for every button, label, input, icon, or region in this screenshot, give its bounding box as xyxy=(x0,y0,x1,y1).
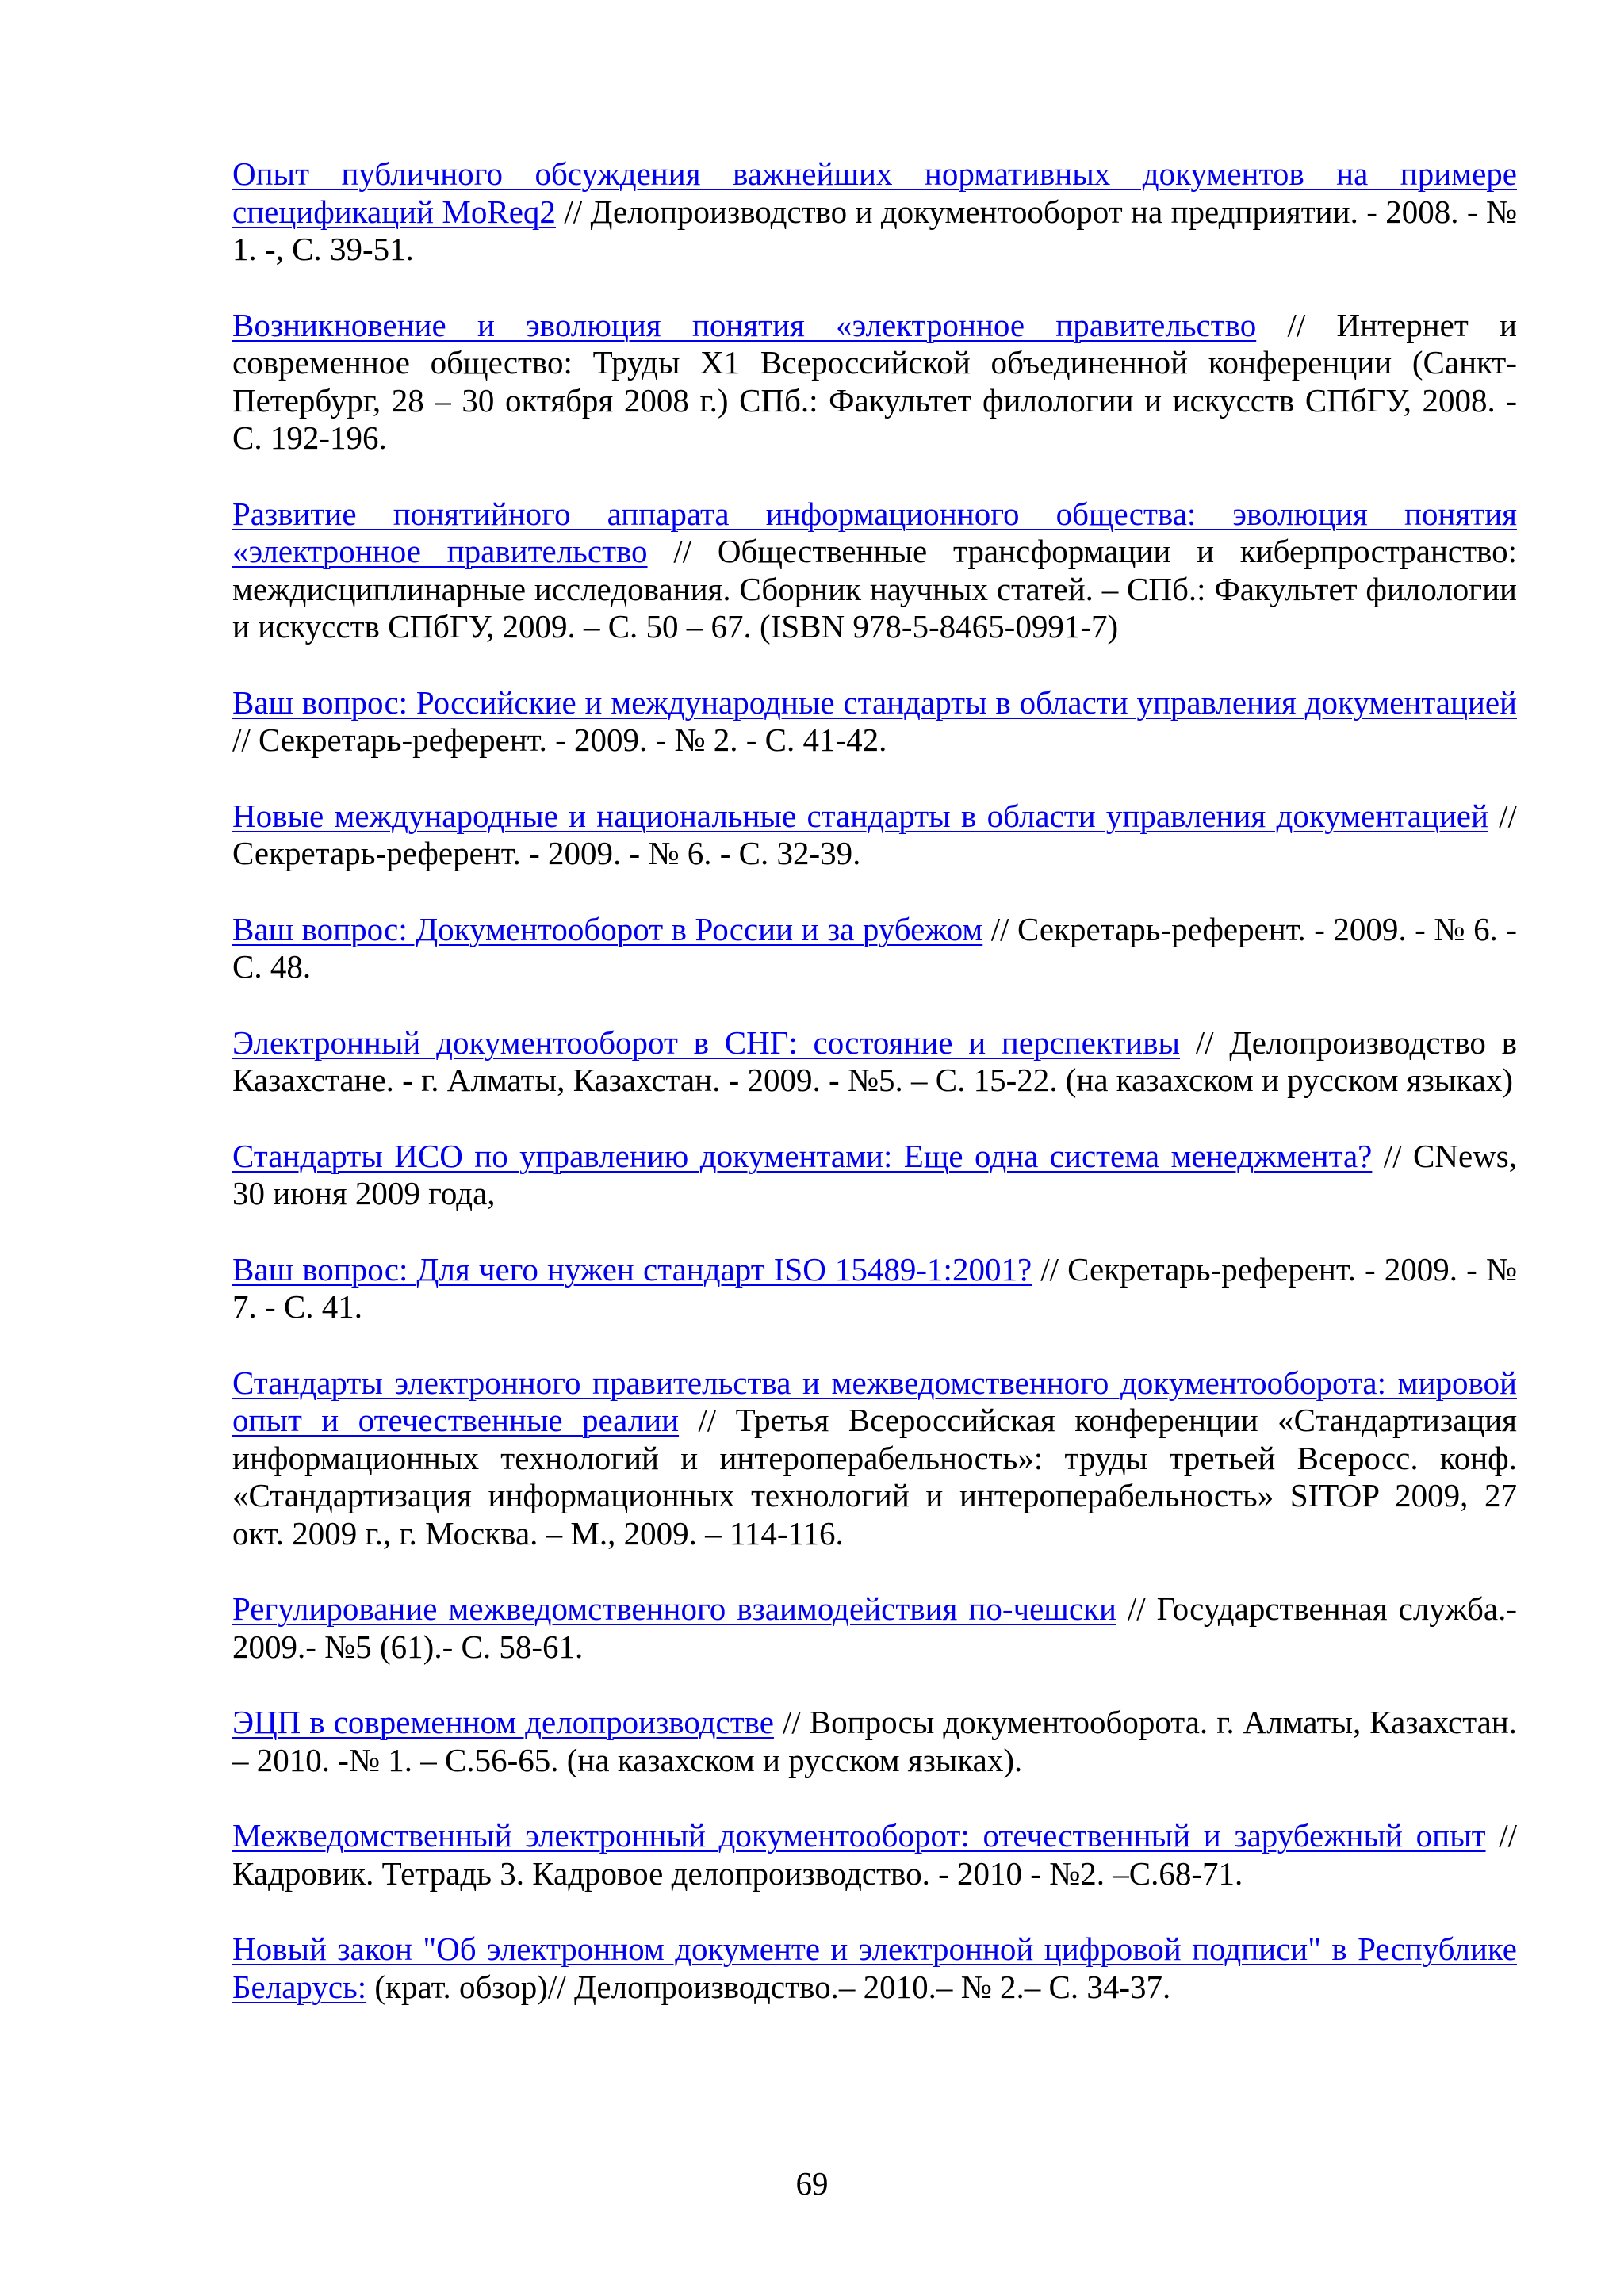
entry-14-source: (крат. обзор)// Делопроизводство.– 2010.– № 2.– С. 34-37. xyxy=(366,1968,1171,2005)
entry-1-source: // Делопроизводство и документооборот на предприятии. - 2008. - № 1. -, С. 39-51. xyxy=(232,193,1517,267)
bibliography-entry-11 xyxy=(232,1590,1517,1666)
entry-5-source: // Секретарь-референт. - 2009. - № 6. - С. 32-39. xyxy=(232,797,1517,871)
page-number: 69 xyxy=(795,2165,829,2202)
entry-14-title-link[interactable]: Новый закон "Об электронном документе и электронной цифровой подписи" в Республике Беларусь: xyxy=(232,1931,1517,2005)
bibliography-entry-9 xyxy=(232,1251,1517,1326)
entry-1-title-link[interactable]: Опыт публичного обсуждения важнейших нормативных документов на примере спецификаций MoReq2 xyxy=(232,155,1517,230)
entry-2-title-link[interactable]: Возникновение и эволюция понятия «электронное правительство xyxy=(232,306,1257,343)
bibliography-entry-13 xyxy=(232,1817,1517,1892)
bibliography-entry-6 xyxy=(232,911,1517,986)
entry-7-source: // Делопроизводство в Казахстане. - г. Алматы, Казахстан. - 2009. - №5. – С. 15-22. (на казахском и русском языках) xyxy=(232,1024,1518,1098)
entry-9-title-link[interactable]: Ваш вопрос: Для чего нужен стандарт ISO 15489-1:2001? xyxy=(232,1250,1032,1288)
entry-12-source: // Вопросы документооборота. г. Алматы, Казахстан. – 2010. -№ 1. – С.56-65. (на казахском и русском языках). xyxy=(232,1704,1517,1778)
bibliography-entry-5 xyxy=(232,798,1517,873)
entry-10-title-link[interactable]: Стандарты электронного правительства и межведомственного документооборота: мировой опыт и отечественные реалии xyxy=(232,1364,1517,1438)
entry-4-source: // Секретарь-референт. - 2009. - № 2. - С. 41-42. xyxy=(232,721,887,758)
bibliography-entry-8 xyxy=(232,1138,1517,1213)
bibliography-entry-12 xyxy=(232,1704,1517,1779)
bibliography-entry-4 xyxy=(232,684,1517,760)
bibliography-entry-10 xyxy=(232,1364,1517,1553)
entry-5-title-link[interactable]: Новые международные и национальные стандарты в области управления документацией xyxy=(232,797,1488,834)
entry-3-source: // Общественные трансформации и киберпространство: междисциплинарные исследования. Сборник научных статей. – СПб.: Факультет филологии и искусств СПбГУ, 2009. – С. 50 – 67. (ISBN 978-5-8465-0991-7) xyxy=(232,533,1517,645)
entry-9-source: // Секретарь-референт. - 2009. - № 7. - С. 41. xyxy=(232,1250,1518,1325)
entry-8-source: // CNews, 30 июня 2009 года, xyxy=(232,1137,1518,1211)
bibliography-entry-1 xyxy=(232,155,1517,269)
entry-11-title-link[interactable]: Регулирование межведомственного взаимодействия по-чешски xyxy=(232,1590,1116,1627)
entry-13-source: // Кадровик. Тетрадь 3. Кадровое делопроизводство. - 2010 - №2. –С.68-71. xyxy=(232,1817,1517,1892)
bibliography-entry-2 xyxy=(232,307,1517,457)
bibliography-entry-14 xyxy=(232,1931,1517,2006)
bibliography-list xyxy=(232,155,1517,2044)
entry-4-title-link[interactable]: Ваш вопрос: Российские и международные стандарты в области управления документацией xyxy=(232,683,1517,721)
entry-3-title-link[interactable]: Развитие понятийного аппарата информационного общества: эволюция понятия «электронное правительство xyxy=(232,495,1517,569)
entry-2-source: // Интернет и современное общество: Труды X1 Всероссийской объединенной конференции (Санкт-Петербург, 28 – 30 октября 2008 г.) СПб.: Факультет филологии и искусств СПбГУ, 2008. - С. 192-196. xyxy=(232,306,1517,456)
entry-6-source: // Секретарь-референт. - 2009. - № 6. - С. 48. xyxy=(232,910,1517,985)
entry-8-title-link[interactable]: Стандарты ИСО по управлению документами: Еще одна система менеджмента? xyxy=(232,1137,1373,1174)
entry-10-source: // Третья Всероссийская конференции «Стандартизация информационных технологий и интероперабельность»: труды третьей Всеросс. конф. «Стандартизация информационных технологий и интероперабельность» SITOP 2009, 27 окт. 2009 г., г. Москва. – М., 2009. – 114-116. xyxy=(232,1402,1517,1552)
entry-7-title-link[interactable]: Электронный документооборот в СНГ: состояние и перспективы xyxy=(232,1024,1181,1061)
entry-12-title-link[interactable]: ЭЦП в современном делопроизводстве xyxy=(232,1704,774,1740)
bibliography-entry-3 xyxy=(232,496,1517,646)
entry-6-title-link[interactable]: Ваш вопрос: Документооборот в России и за рубежом xyxy=(232,910,983,947)
entry-13-title-link[interactable]: Межведомственный электронный документооборот: отечественный и зарубежный опыт xyxy=(232,1817,1486,1854)
bibliography-entry-7 xyxy=(232,1024,1517,1100)
entry-11-source: // Государственная служба.- 2009.- №5 (61).- С. 58-61. xyxy=(232,1590,1517,1665)
